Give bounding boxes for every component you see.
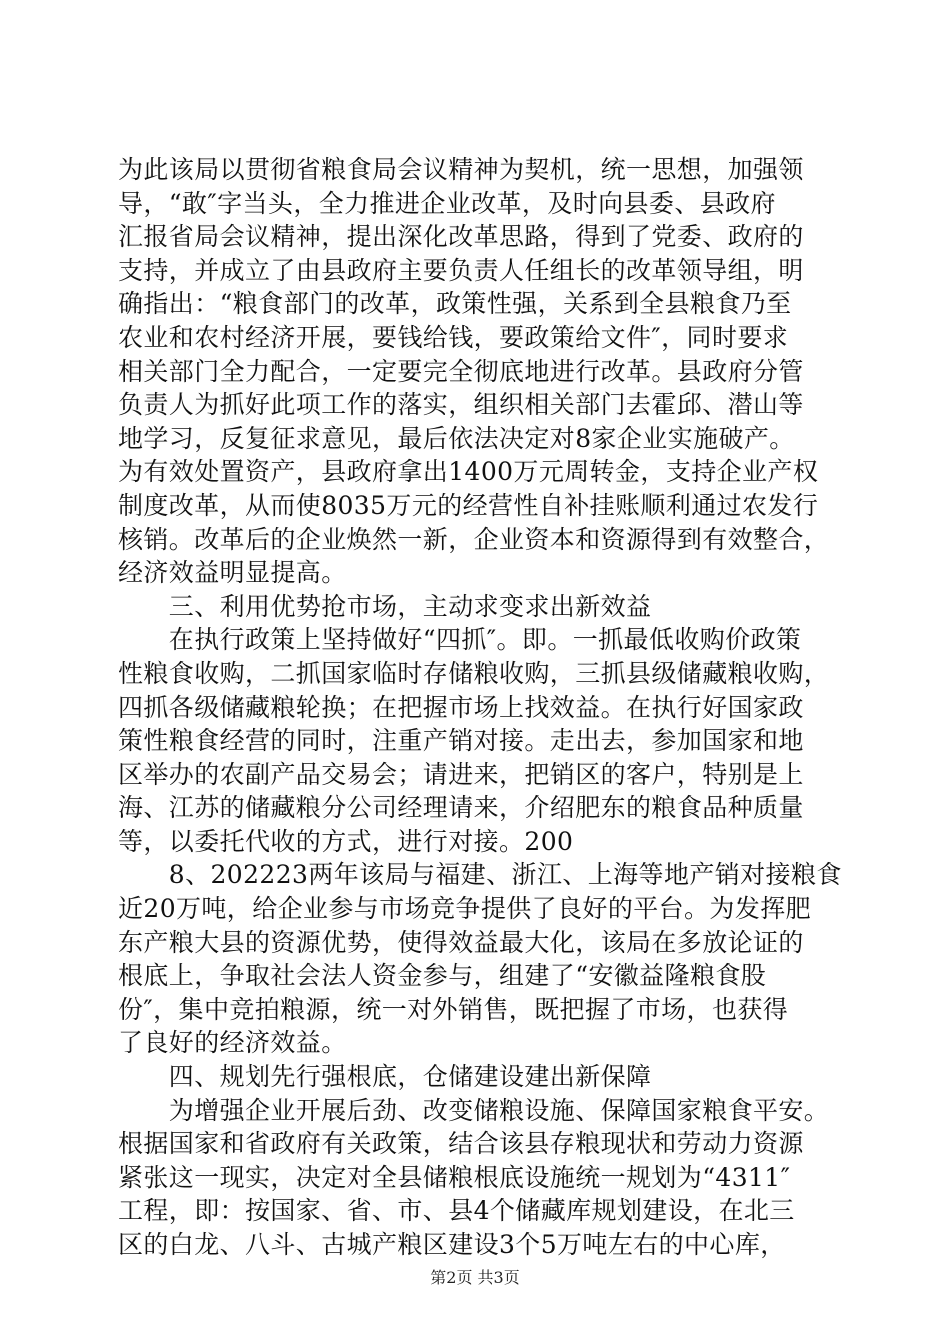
text-line: 8、202223两年该局与福建、浙江、上海等地产销对接粮食 [118, 860, 842, 890]
text-line: 区的白龙、八斗、古城产粮区建设3个5万吨左右的中心库， [118, 1230, 786, 1259]
text-line: 在执行政策上坚持做好“四抓″。即。一抓最低收购价政策 [118, 625, 802, 655]
text-line: 份″，集中竞拍粮源，统一对外销售，既把握了市场，也获得 [118, 994, 789, 1024]
document-body [118, 153, 842, 1262]
text-line: 根据国家和省政府有关政策，结合该县存粮现状和劳动力资源 [118, 1129, 804, 1159]
text-line: 汇报省局会议精神，提出深化改革思路，得到了党委、政府的 [118, 222, 804, 252]
text-line: 为此该局以贯彻省粮食局会议精神为契机，统一思想，加强领 [118, 155, 804, 184]
text-line: 近20万吨，给企业参与市场竞争提供了良好的平台。为发挥肥 [118, 894, 812, 924]
text-line: 策性粮食经营的同时，注重产销对接。走出去，参加国家和地 [118, 726, 804, 756]
text-line: 工程，即：按国家、省、市、县4个储藏库规划建设，在北三 [118, 1196, 795, 1226]
text-line: 农业和农村经济开展，要钱给钱，要政策给文件″，同时要求 [118, 322, 789, 352]
text-line: 四抓各级储藏粮轮换；在把握市场上找效益。在执行好国家政 [118, 692, 804, 722]
section-heading: 四、规划先行强根底，仓储建设建出新保障 [118, 1062, 652, 1092]
text-line: 区举办的农副产品交易会；请进来，把销区的客户，特别是上 [118, 759, 804, 789]
text-line: 根底上，争取社会法人资金参与，组建了“安徽益隆粮食股 [118, 961, 767, 991]
text-line: 性粮食收购，二抓国家临时存储粮收购，三抓县级储藏粮收购， [118, 658, 830, 688]
text-line: 确指出：“粮食部门的改革，政策性强，关系到全县粮食乃至 [118, 289, 792, 319]
text-line: 等，以委托代收的方式，进行对接。200 [118, 826, 574, 856]
text-line: 东产粮大县的资源优势，使得效益最大化，该局在多放论证的 [118, 927, 804, 957]
text-line: 支持，并成立了由县政府主要负责人任组长的改革领导组，明 [118, 255, 804, 285]
text-line: 导，“敢″字当头，全力推进企业改革，及时向县委、县政府 [118, 188, 776, 218]
text-line: 地学习，反复征求意见，最后依法决定对8家企业实施破产。 [118, 423, 795, 453]
page-number-footer: 第2页 共3页 [430, 1268, 520, 1287]
text-line: 海、江苏的储藏粮分公司经理请来，介绍肥东的粮食品种质量 [118, 793, 804, 823]
text-line: 制度改革，从而使8035万元的经营性自补挂账顺利通过农发行 [118, 490, 819, 520]
text-line: 负责人为抓好此项工作的落实，组织相关部门去霍邱、潜山等 [118, 390, 804, 420]
text-line: 经济效益明显提高。 [118, 558, 347, 588]
text-line: 核销。改革后的企业焕然一新，企业资本和资源得到有效整合， [118, 524, 830, 554]
text-line: 为增强企业开展后劲、改变储粮设施、保障国家粮食平安。 [118, 1095, 830, 1125]
section-heading: 三、利用优势抢市场，主动求变求出新效益 [118, 591, 652, 621]
text-line: 紧张这一现实，决定对全县储粮根底设施统一规划为“4311″ [118, 1162, 791, 1192]
text-line: 了良好的经济效益。 [118, 1028, 347, 1058]
text-line: 相关部门全力配合，一定要完全彻底地进行改革。县政府分管 [118, 356, 804, 386]
text-line: 为有效处置资产，县政府拿出1400万元周转金，支持企业产权 [118, 457, 819, 487]
